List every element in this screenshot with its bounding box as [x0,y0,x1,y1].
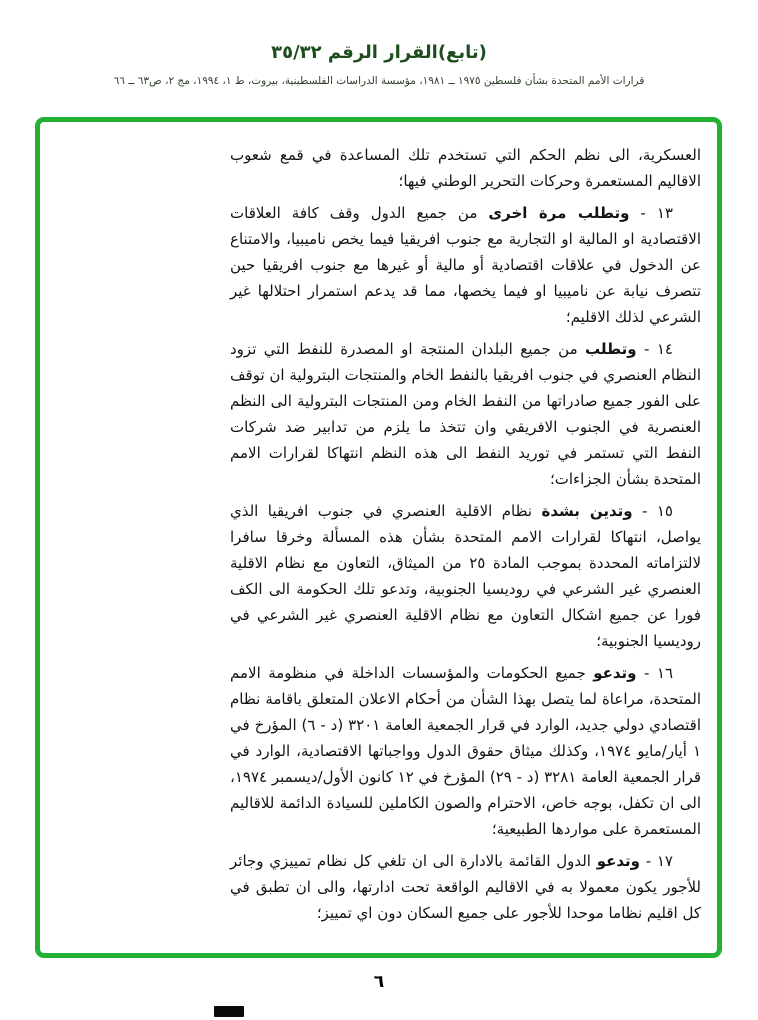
paragraph-13-number: ١٣ - [629,204,673,222]
paragraph-15-lead: وتدين بشدة [541,502,633,520]
paragraph-13 [230,200,701,330]
paragraph-15-number: ١٥ - [632,502,673,520]
paragraph-14-text: من جميع البلدان المنتجة او المصدرة للنفط التي تزود النظام العنصري في جنوب افريقيا بالنفط الخام والمنتجات البترولية ان توقف على الفور جميع صادراتها من النفط الخام ومن المنتجات البترولية الى النظم العنصرية في الجنوب الافريقي وان تتخذ ما يلزم من تدابير ضد شركات النفط التي تستمر في توريد النفط الى هذه النظم انتهاكا لقرارات الامم المتحدة بشأن الجزاءات؛ [230,340,701,488]
intro-paragraph: العسكرية، الى نظم الحكم التي تستخدم تلك المساعدة في قمع شعوب الاقاليم المستعمرة وحركات التحرير الوطني فيها؛ [230,146,701,190]
paragraph-15-text: نظام الاقلية العنصري في جنوب افريقيا الذي يواصل، انتهاكا لقرارات الامم المتحدة بشأن هذه المسألة وخرقا سافرا لالتزاماته المحددة بموجب المادة ٢٥ من الميثاق، التعاون مع نظام الاقلية العنصري غير الشرعي في روديسيا الجنوبية، وتدعو تلك الحكومة الى الكف فورا عن جميع اشكال التعاون مع نظام الاقلية العنصري غير الشرعي في روديسيا الجنوبية؛ [230,502,701,650]
paragraph-17-lead: وتدعو [596,852,640,870]
paragraph-14-lead: وتطلب [585,340,637,358]
scan-artifact-mark [214,1006,244,1017]
paragraph-17-text: الدول القائمة بالادارة الى ان تلغي كل نظام تمييزي وجائر للأجور يكون معمولا به في الاقاليم الواقعة تحت ادارتها، والى ان تطبق في كل اقليم نظاما موحدا للأجور على جميع السكان دون اي تمييز؛ [230,852,701,922]
paragraph-15 [230,498,701,654]
source-citation: قرارات الأمم المتحدة بشأن فلسطين ١٩٧٥ ــ ١٩٨١، مؤسسة الدراسات الفلسطينية، بيروت، ط ١، ١٩٩٤، مج ٢، ص٦٣ ــ ٦٦ [113,75,645,87]
paragraph-14 [230,336,701,492]
paragraph-13-lead: وتطلب مرة اخرى [488,204,630,222]
paragraph-14-number: ١٤ - [636,340,673,358]
paragraph-13-text: من جميع الدول وقف كافة العلاقات الاقتصادية او المالية او التجارية مع جنوب افريقيا فيما يخص ناميبيا، والامتناع عن الدخول في علاقات اقتصادية أو مالية أو غيرها مع جنوب افريقيا حين تتصرف نيابة عن ناميبيا او فيما يخصها، مما قد يدعم استمرار احتلالها غير الشرعي لذلك الاقليم؛ [230,204,701,326]
paragraph-16-lead: وتدعو [593,664,637,682]
paragraph-17-number: ١٧ - [639,852,673,870]
page-number: ٦ [373,972,385,992]
page-header [0,42,758,87]
resolution-title: (تابع)القرار الرقم ٣٥/٣٢ [271,42,487,63]
paragraph-17 [230,848,701,926]
paragraph-16 [230,660,701,842]
paragraph-16-number: ١٦ - [636,664,674,682]
resolution-text-block [40,122,717,953]
paragraph-16-text: جميع الحكومات والمؤسسات الداخلة في منظومة الامم المتحدة، مراعاة لما يتصل بهذا الشأن من أحكام الاعلان المتعلق باقامة نظام اقتصادي دولي جديد، الوارد في قرار الجمعية العامة ٣٢٠١ (د - ٦) المؤرخ في ١ أيار/مايو ١٩٧٤، وكذلك ميثاق حقوق الدول وواجباتها الاقتصادية، الوارد في قرار الجمعية العامة ٣٢٨١ (د - ٢٩) المؤرخ في ١٢ كانون الأول/ديسمبر ١٩٧٤، الى ان تكفل، بوجه خاص، الاحترام والصون الكاملين للسيادة الدائمة للاقاليم المستعمرة على مواردها الطبيعية؛ [229,664,702,838]
